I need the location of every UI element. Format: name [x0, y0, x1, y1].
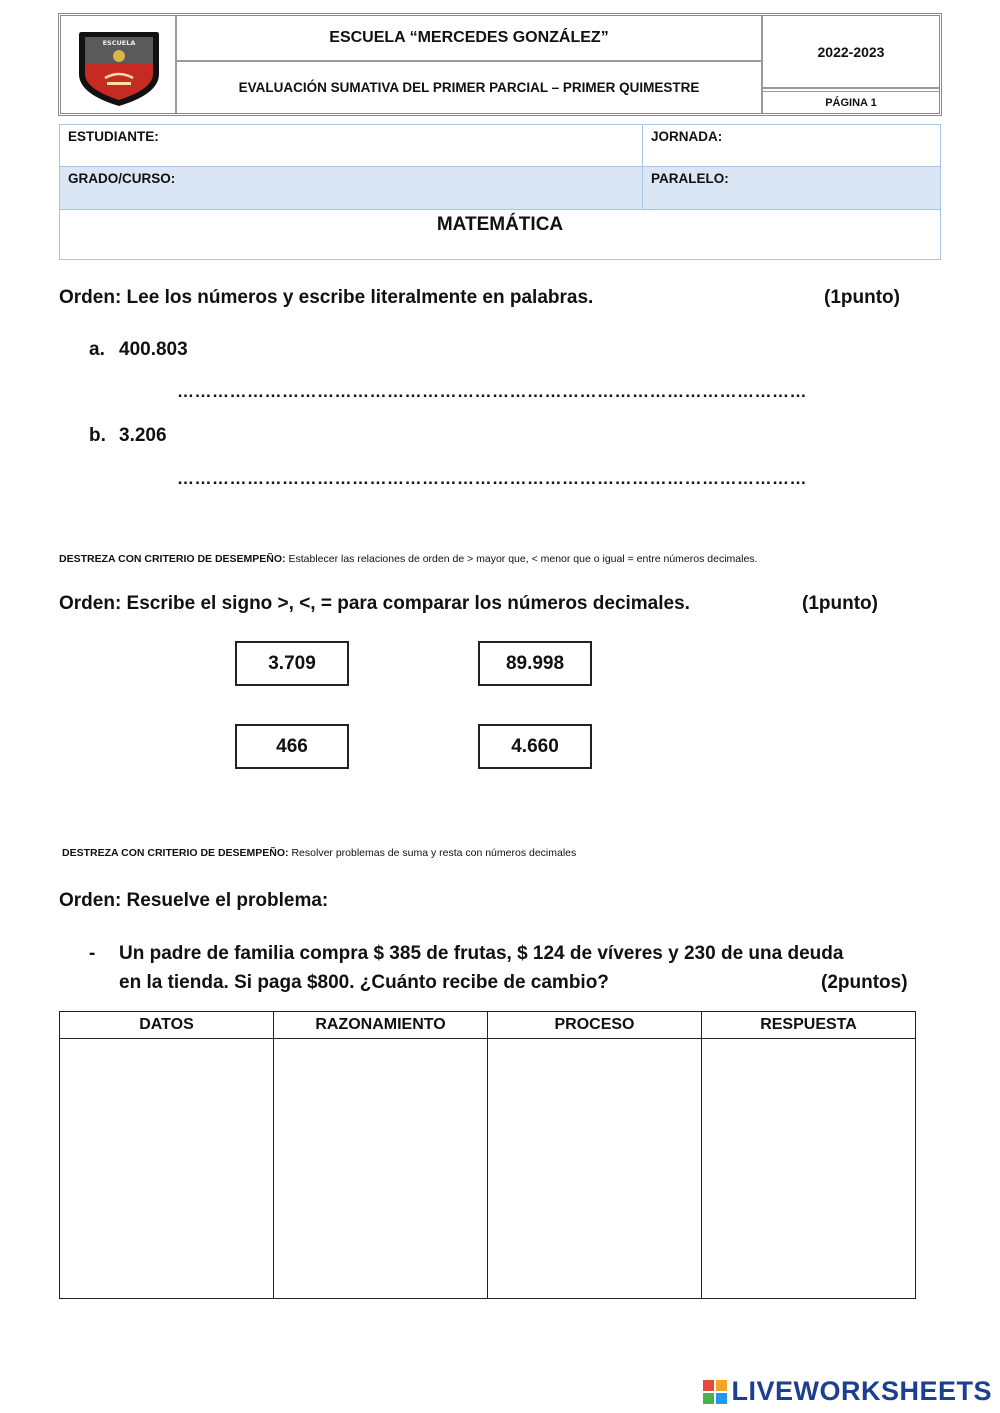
- razonamiento-column[interactable]: [274, 1012, 488, 1298]
- item-b-letter: b.: [89, 425, 106, 446]
- item-b-answer-line[interactable]: ………………………………………………………………………………………………: [177, 469, 807, 488]
- logo-square-4: [716, 1393, 727, 1404]
- jornada-field[interactable]: [643, 125, 940, 167]
- proceso-column[interactable]: [488, 1012, 702, 1298]
- page-number: PÁGINA 1: [763, 91, 939, 113]
- watermark-text: LIVEWORKSHEETS: [731, 1376, 992, 1406]
- paralelo-field[interactable]: [643, 167, 940, 210]
- section3-points: (2puntos): [821, 972, 908, 993]
- student-label: ESTUDIANTE:: [68, 129, 159, 144]
- liveworksheets-logo-icon: [703, 1380, 727, 1404]
- razonamiento-header: RAZONAMIENTO: [274, 1012, 487, 1039]
- subject-title: MATEMÁTICA: [436, 214, 564, 235]
- item-a-answer-line[interactable]: ………………………………………………………………………………………………: [177, 382, 807, 401]
- liveworksheets-watermark: [703, 1376, 992, 1407]
- grado-field[interactable]: [60, 167, 643, 210]
- school-year: 2022-2023: [763, 16, 939, 89]
- school-shield-logo: [61, 16, 177, 113]
- section1-points: (1punto): [824, 287, 900, 308]
- problem-line-2: en la tienda. Si paga $800. ¿Cuánto recibe de cambio?: [119, 972, 609, 993]
- logo-cell: [61, 16, 177, 113]
- section3-instruction: Orden: Resuelve el problema:: [59, 890, 329, 911]
- logo-square-1: [703, 1380, 714, 1391]
- skill2-text: [62, 847, 576, 859]
- grado-label: GRADO/CURSO:: [68, 171, 176, 186]
- evaluation-title: EVALUACIÓN SUMATIVA DEL PRIMER PARCIAL – PRIMER QUIMESTRE: [177, 62, 763, 113]
- logo-square-2: [716, 1380, 727, 1391]
- respuesta-header: RESPUESTA: [702, 1012, 915, 1039]
- student-field[interactable]: [60, 125, 643, 167]
- section1-instruction: Orden: Lee los números y escribe literalmente en palabras.: [59, 287, 594, 308]
- datos-header: DATOS: [60, 1012, 273, 1039]
- school-name: ESCUELA “MERCEDES GONZÁLEZ”: [177, 16, 763, 62]
- datos-column[interactable]: [60, 1012, 274, 1298]
- problem-table: [59, 1011, 916, 1299]
- problem-bullet: -: [89, 943, 96, 964]
- problem-line-1: Un padre de familia compra $ 385 de frutas, $ 124 de víveres y 230 de una deuda: [119, 943, 844, 964]
- item-a-number: 400.803: [119, 339, 188, 360]
- section2-instruction: Orden: Escribe el signo >, <, = para comparar los números decimales.: [59, 593, 690, 614]
- logo-square-3: [703, 1393, 714, 1404]
- compare-sign-slot-1[interactable]: [349, 641, 478, 686]
- item-b-number: 3.206: [119, 425, 167, 446]
- compare-box-1-left: 3.709: [235, 641, 349, 686]
- proceso-header: PROCESO: [488, 1012, 701, 1039]
- paralelo-label: PARALELO:: [651, 171, 729, 186]
- compare-sign-slot-2[interactable]: [349, 724, 478, 769]
- item-a-letter: a.: [89, 339, 105, 360]
- skill1-text: [59, 553, 757, 565]
- respuesta-column[interactable]: [702, 1012, 915, 1298]
- section2-points: (1punto): [802, 593, 878, 614]
- compare-box-2-right: 4.660: [478, 724, 592, 769]
- student-info-table: [59, 124, 941, 260]
- skill1-description: Establecer las relaciones de orden de > mayor que, < menor que o igual = entre números decimales.: [288, 553, 758, 565]
- header-table: [58, 13, 942, 116]
- compare-box-1-right: 89.998: [478, 641, 592, 686]
- skill2-label: DESTREZA CON CRITERIO DE DESEMPEÑO:: [62, 847, 289, 859]
- svg-text:ESCUELA: ESCUELA: [102, 39, 136, 47]
- skill1-label: DESTREZA CON CRITERIO DE DESEMPEÑO:: [59, 553, 286, 565]
- skill2-description: Resolver problemas de suma y resta con números decimales: [291, 847, 577, 859]
- jornada-label: JORNADA:: [651, 129, 723, 144]
- compare-box-2-left: 466: [235, 724, 349, 769]
